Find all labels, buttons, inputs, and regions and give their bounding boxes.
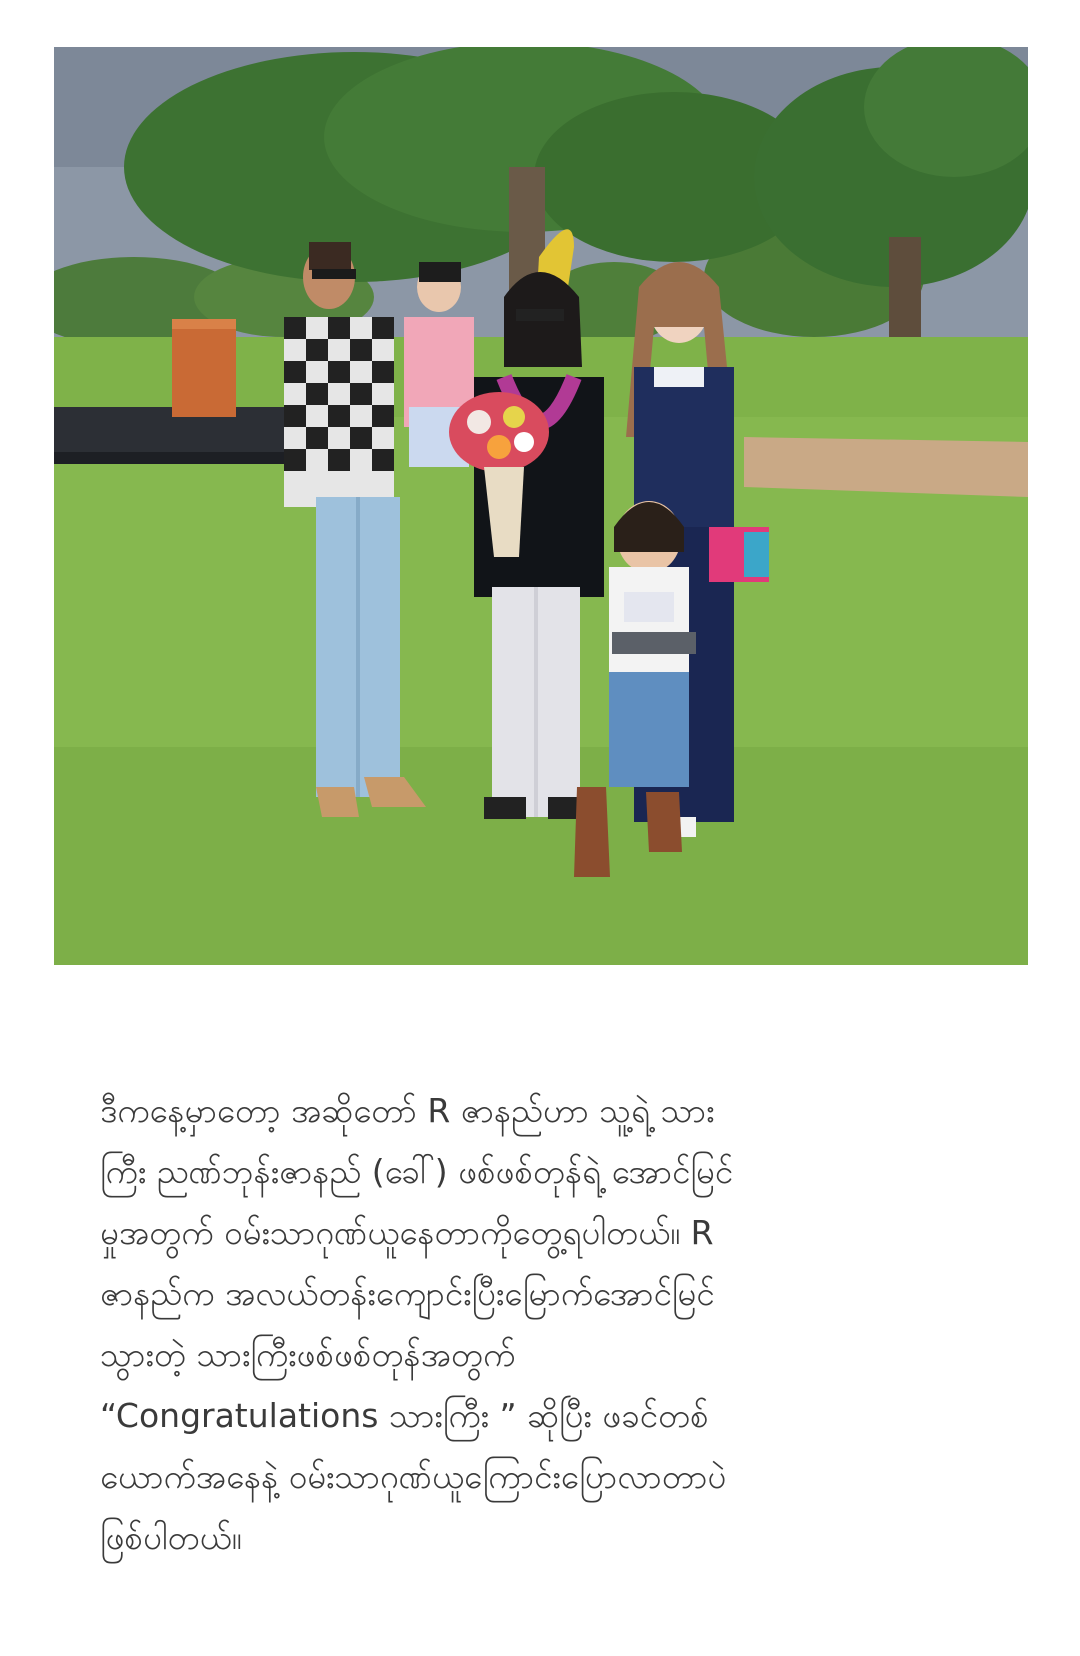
caption-line: ကြီး ညဏ်ဘုန်းဇာနည် (ခေါ်) ဖစ်ဖစ်တုန်ရဲ့ အောင်မြင် — [100, 1152, 734, 1191]
caption-line: ဖြစ်ပါတယ်။ — [100, 1518, 242, 1557]
caption-line: “Congratulations သားကြီး ” ဆိုပြီး ဖခင်တစ် — [100, 1396, 709, 1435]
bouquet — [449, 392, 549, 472]
caption-line: သွားတဲ့ သားကြီးဖစ်ဖစ်တုန်အတွက် — [100, 1335, 516, 1374]
caption-line: မှုအတွက် ဝမ်းသာဂုဏ်ယူနေတာကိုတွေ့ရပါတယ်။ R — [100, 1213, 714, 1252]
family-graduation-photo — [54, 47, 1028, 965]
stage — [54, 407, 289, 457]
article-caption — [100, 1080, 1000, 1568]
caption-line: ဒီကနေ့မှာတော့ အဆိုတော် R ဇာနည်ဟာ သူ့ရဲ့ သား — [100, 1091, 715, 1130]
caption-line: ဇာနည်က အလယ်တန်းကျောင်းပြီးမြောက်အောင်မြင် — [100, 1274, 715, 1313]
podium — [172, 319, 236, 417]
caption-line: ယောက်အနေနဲ့ ဝမ်းသာဂုဏ်ယူကြောင်းပြောလာတာပဲ — [100, 1457, 727, 1496]
